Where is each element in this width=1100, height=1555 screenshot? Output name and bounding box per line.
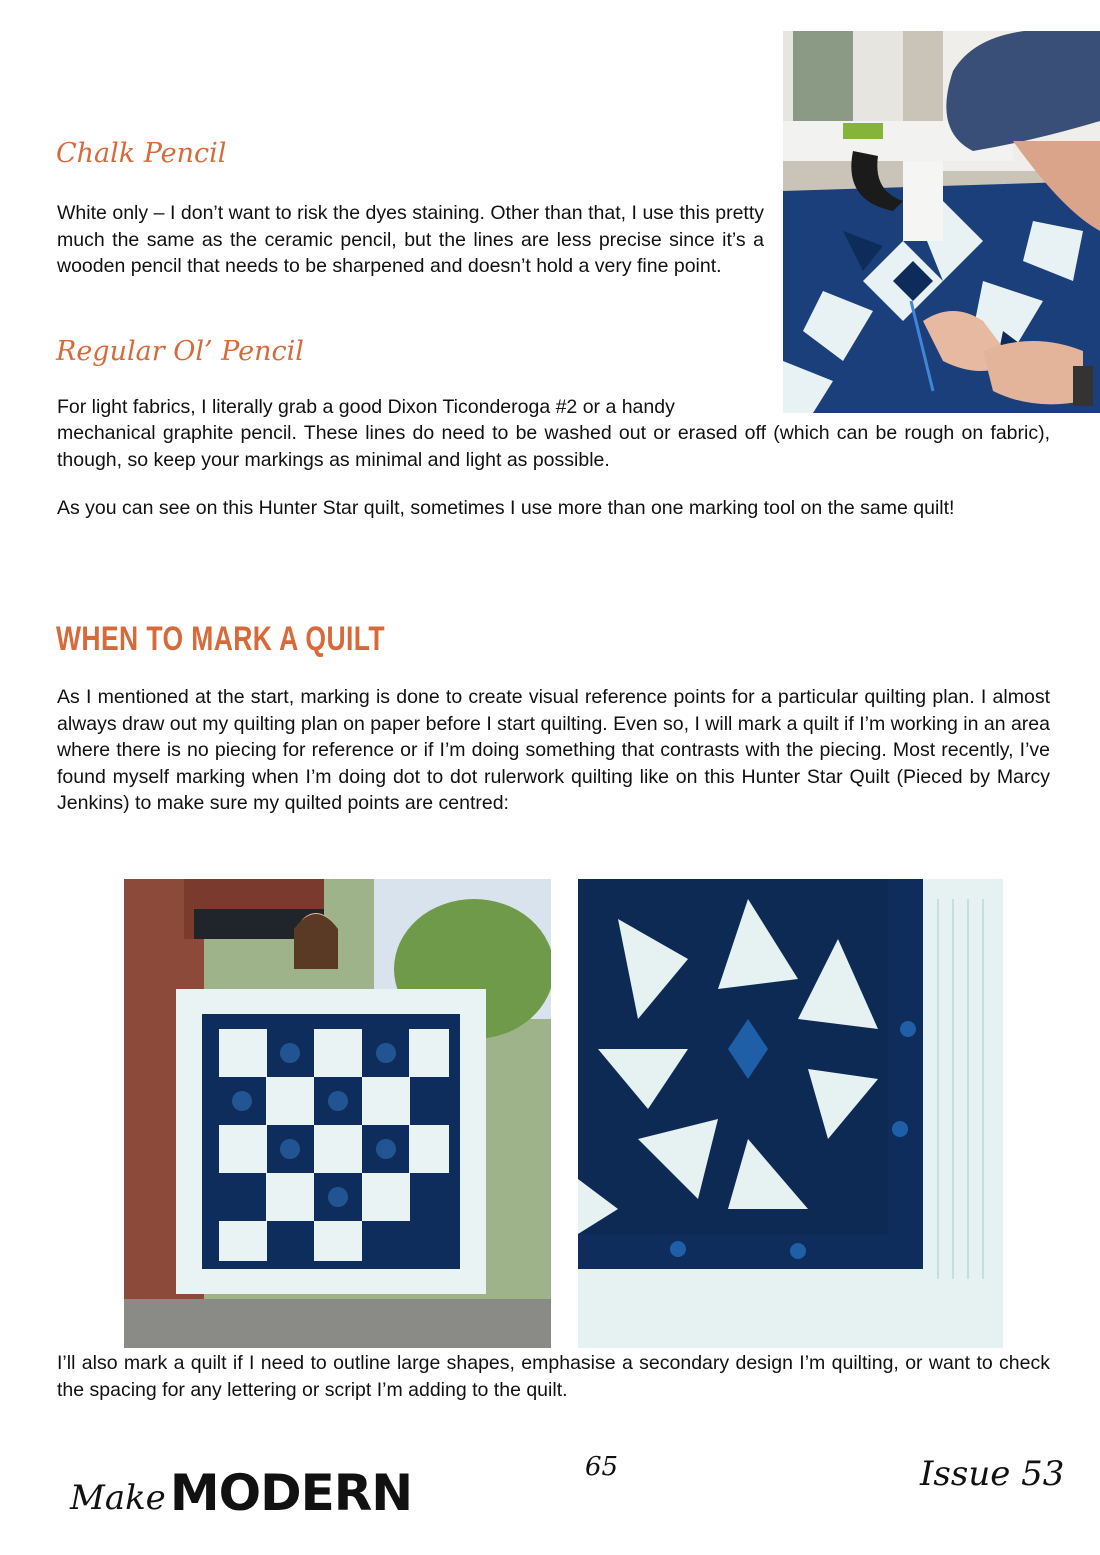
- issue-label: Issue 53: [920, 1454, 1065, 1494]
- make-modern-logo: [70, 1448, 413, 1522]
- logo-modern: MODERN: [169, 1464, 413, 1522]
- hunter-star-note: As you can see on this Hunter Star quilt, sometimes I use more than one marking tool on the same quilt!: [57, 497, 955, 519]
- regular-pencil-heading: Regular Ol’ Pencil: [56, 336, 304, 367]
- regular-pencil-text: mechanical graphite pencil. These lines do need to be washed out or erased off (which can be rough on fabric), though, so keep your markings as minimal and light as possible.: [57, 422, 1050, 471]
- regular-pencil-text-line1: For light fabrics, I literally grab a good Dixon Ticonderoga #2 or a handy: [57, 396, 675, 418]
- quilt-closeup-photo: [578, 879, 1003, 1348]
- chalk-pencil-text: White only – I don’t want to risk the dyes staining. Other than that, I use this pretty much the same as the ceramic pencil, but the lines are less precise since it’s a wooden pencil that needs to be sharpened and doesn’t hold a very fine point.: [57, 202, 764, 277]
- logo-make: Make: [70, 1478, 166, 1518]
- when-to-mark-heading: WHEN TO MARK A QUILT: [56, 620, 385, 658]
- outline-shapes-note: I’ll also mark a quilt if I need to outline large shapes, emphasise a secondary design I’m quilting, or want to check the spacing for any lettering or script I’m adding to the quilt.: [57, 1352, 1050, 1401]
- page-number: 65: [585, 1452, 619, 1482]
- quilt-held-photo: [124, 879, 551, 1348]
- when-to-mark-text: As I mentioned at the start, marking is done to create visual reference points for a particular quilting plan. I almost always draw out my quilting plan on paper before I start quilting. Even so, I will mark a quilt if I’m working in an area where there is no piecing for reference or if I’m doing something that contrasts with the piecing. Most recently, I’ve found myself marking when I’m doing dot to dot rulerwork quilting like on this Hunter Star Quilt (Pieced by Marcy Jenkins) to make sure my quilted points are centred:: [57, 686, 1050, 814]
- chalk-pencil-heading: Chalk Pencil: [56, 138, 227, 169]
- marking-photo: [783, 31, 1100, 413]
